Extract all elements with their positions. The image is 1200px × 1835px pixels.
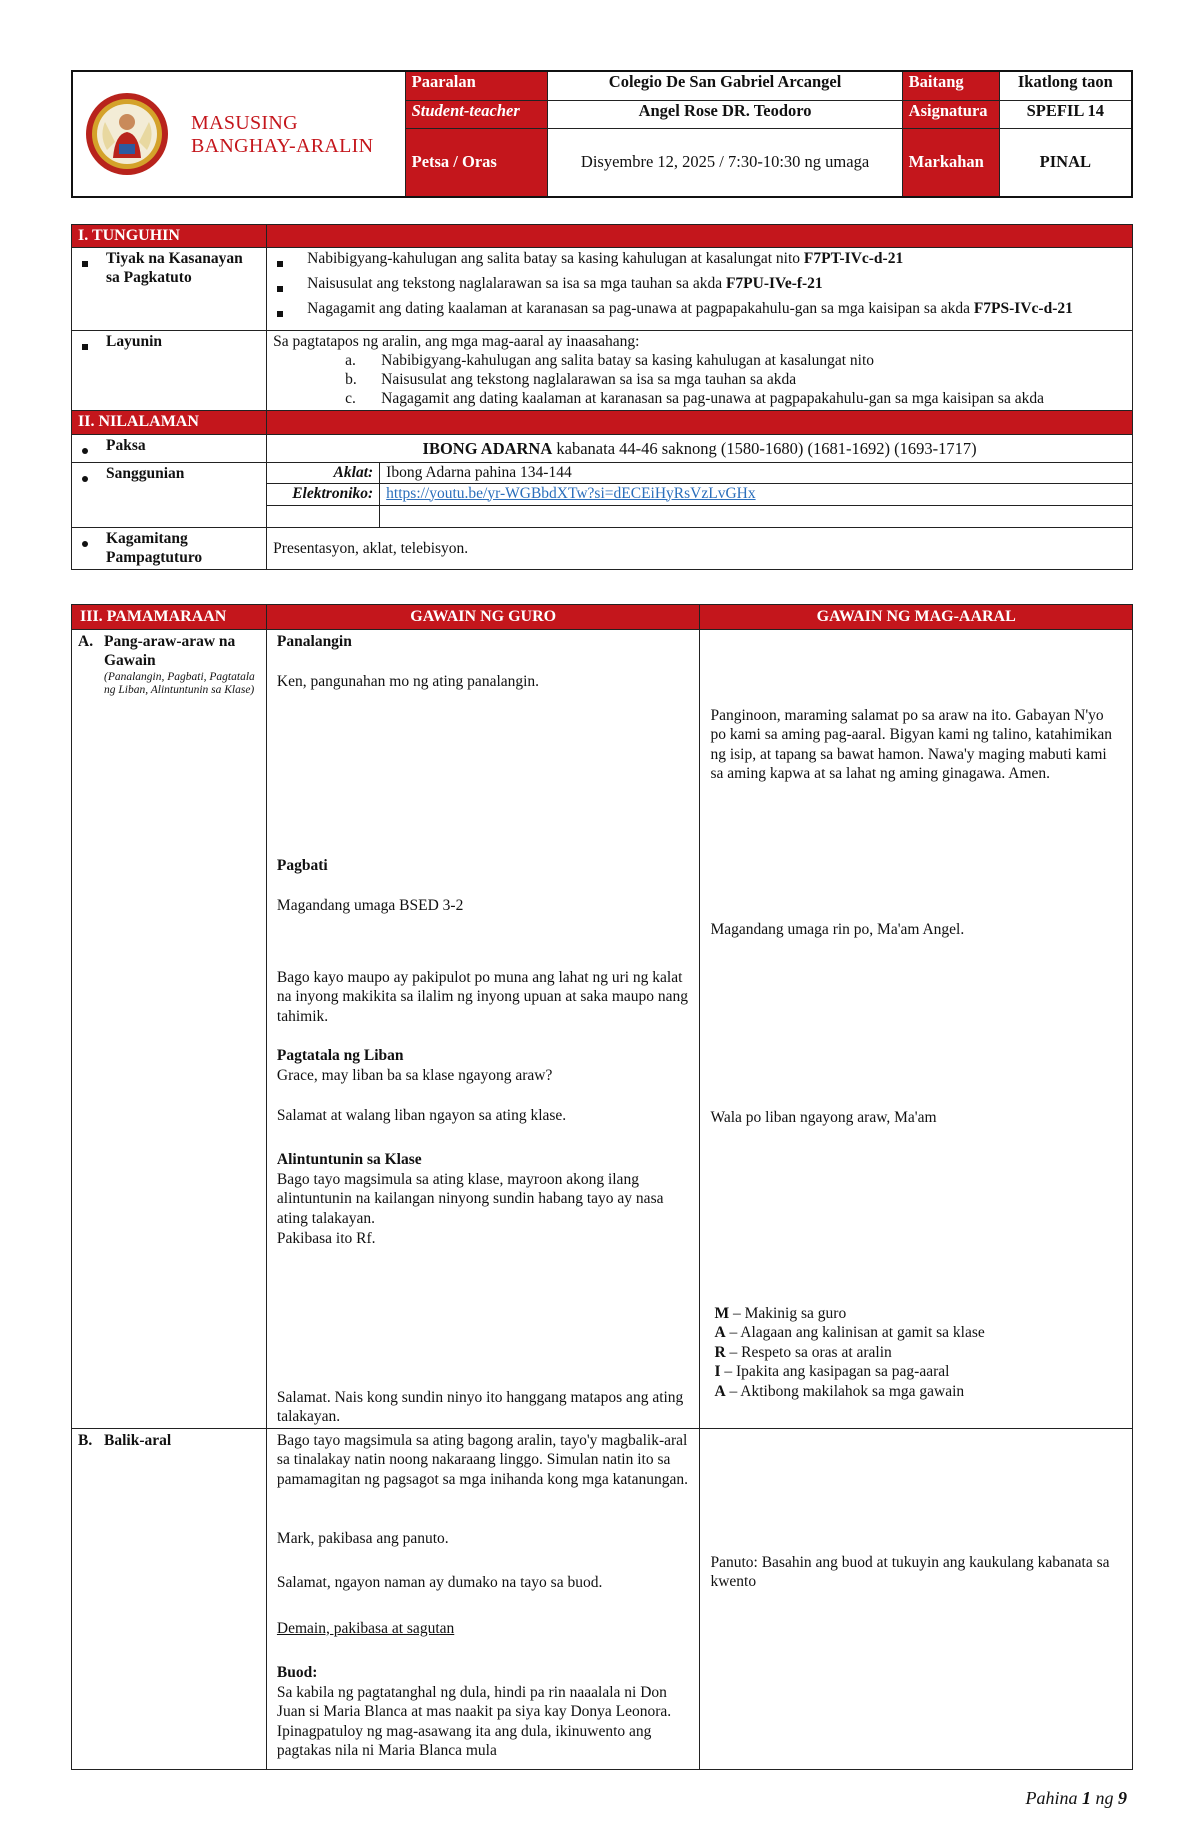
tunguhin-heading: I. TUNGUHIN [72,225,267,248]
section-b-label-cell [72,1428,267,1769]
school-seal-icon [85,92,169,176]
tiyak-item-text: Nagagamit ang dating kaalaman at karanasan sa pag-unawa at pagpapakahulu-gan sa mga kaisipan sa akda [307,300,974,317]
markahan-label: Markahan [902,128,999,197]
tiyak-item-text: Naisusulat ang tekstong naglalarawan sa isa sa mga tauhan sa akda [307,275,726,292]
petsa-value: Disyembre 12, 2025 / 7:30-10:30 ng umaga [548,128,902,197]
layunin-text: Naisusulat ang tekstong naglalarawan sa isa sa mga tauhan sa akda [381,371,797,388]
tiyak-item [273,299,1126,324]
panuto-student-text: Panuto: Basahin ang buod at tukuyin ang kaukulang kabanata sa kwento [710,1553,1110,1590]
rule-text: – Alagaan ang kalinisan at gamit sa klase [725,1324,985,1341]
pagbati-heading: Pagbati [276,856,328,874]
layunin-key: c. [345,390,356,407]
tiyak-label-cell [72,248,267,331]
sanggunian-table [267,463,1132,527]
baitang-label: Baitang [902,71,999,100]
elektroniko-link[interactable] [380,483,1132,505]
kagamitan-value: Presentasyon, aklat, telebisyon. [267,528,1133,570]
rule-letter: I [714,1363,721,1380]
paksa-value [267,435,1133,463]
balik-aral-pakibasa: Demain, pakibasa at sagutan [276,1619,455,1637]
section-b-label: Balik-aral [104,1431,172,1449]
square-bullet-icon [277,311,283,317]
paksa-rest: kabanata 44-46 saknong (1580-1680) (1681-1692) (1693-1717) [552,439,977,458]
total-pages: 9 [1118,1788,1127,1808]
competency-code: F7PT-IVc-d-21 [803,250,904,267]
baitang-value: Ikatlong taon [999,71,1132,100]
rule-item [714,1323,1118,1343]
rule-letter: M [714,1304,730,1322]
kagamitan-label-cell [72,528,267,570]
paksa-label-cell [72,435,267,463]
layunin-cell [267,331,1133,411]
pakibasa-text: Pakibasa ito Rf. [276,1229,376,1247]
elektroniko-label: Elektroniko: [267,483,380,505]
panalangin-student-text: Panginoon, maraming salamat po sa araw na ito. Gabayan N'yo po kami sa aming pag-aaral. Bigyan kami ng talino, katahimikan ng isip, at tapang sa bawat hamon. Nawa'y maging mabuti kami sa aming kapwa at sa lahat ng aming ginagawa. Amen. [710,706,1113,782]
pamamaraan-heading: III. PAMAMARAAN [72,605,267,630]
nilalaman-heading-fill [267,411,1133,435]
current-page: 1 [1082,1788,1091,1808]
liban-teacher-text: Grace, may liban ba sa klase ngayong araw? [276,1066,553,1084]
mag-aaral-column-heading: GAWAIN NG MAG-AARAL [700,605,1133,630]
section-a-label-cell [72,629,267,1428]
nilalaman-heading: II. NILALAMAN [72,411,267,435]
document-title-line2: BANGHAY-ARALIN [191,135,374,157]
logo-cell [72,71,405,197]
rule-item [714,1382,1118,1402]
layunin-text: Nabibigyang-kahulugan ang salita batay sa kasing kahulugan at kasalungat nito [381,352,875,369]
section-a-subtitle: (Panalangin, Pagbati, Pagtatala ng Liban, Alintuntunin sa Klase) [104,670,255,696]
sanggunian-cell [267,463,1133,528]
paksa-title: IBONG ADARNA [422,439,553,458]
document-title-line1: MASUSING [191,112,298,134]
layunin-intro: Sa pagtatapos ng aralin, ang mga mag-aaral ay inaasahang: [273,333,640,350]
page-prefix: Pahina [1025,1788,1082,1808]
buod-heading: Buod: [276,1663,318,1681]
salamat-text: Salamat at walang liban ngayon sa ating klase. [276,1106,567,1124]
rule-text: – Respeto sa oras at aralin [725,1343,892,1361]
tunguhin-heading-fill [267,225,1133,248]
student-teacher-value: Angel Rose DR. Teodoro [548,100,902,128]
mag-aaral-a-cell [700,629,1133,1428]
competency-code: F7PS-IVc-d-21 [973,300,1073,317]
salamat-sundin-text: Salamat. Nais kong sundin ninyo ito hanggang matapos ang ating talakayan. [276,1388,684,1425]
round-bullet-icon [82,541,88,547]
square-bullet-icon [277,261,283,267]
asignatura-value: SPEFIL 14 [999,100,1132,128]
kagamitan-label: Kagamitang Pampagtuturo [106,530,203,566]
layunin-item [345,389,1126,408]
section-b-key: B. [78,1431,93,1449]
buod-text: Sa kabila ng pagtatanghal ng dula, hindi pa rin naaalala ni Don Juan si Maria Blanca at mas naakit pa siya kay Donya Leonora. Ipinagpatuloy ng mag-asawang ita ang dula, ikinuwento ang pagtakas nila ni Maria Blanca mula [276,1683,672,1759]
alintuntunin-heading: Alintuntunin sa Klase [276,1150,422,1168]
page-mid: ng [1091,1788,1118,1808]
tiyak-items-cell [267,248,1133,331]
square-bullet-icon [82,261,88,267]
elektroniko-url[interactable]: https://youtu.be/yr-WGBbdXTw?si=dECEiHyRsVzLvGHx [386,484,756,502]
competency-code: F7PU-IVe-f-21 [725,275,823,292]
pagbati-student-text: Magandang umaga rin po, Ma'am Angel. [710,920,965,938]
panalangin-heading: Panalangin [276,632,352,650]
layunin-key: a. [345,352,356,369]
tiyak-item [273,249,1126,274]
round-bullet-icon [82,476,88,482]
rule-item [714,1362,1118,1382]
document-title [191,112,373,158]
square-bullet-icon [277,286,283,292]
balik-aral-buod-intro: Salamat, ngayon naman ay dumako na tayo sa buod. [276,1573,603,1591]
round-bullet-icon [82,448,88,454]
rule-letter: A [714,1324,726,1341]
alintuntunin-text: Bago tayo magsimula sa ating klase, mayroon akong ilang alintuntunin na kailangan ninyong sundin habang tayo ay nasa ating talakayan. [276,1170,664,1227]
layunin-label: Layunin [106,333,163,350]
asignatura-label: Asignatura [902,100,999,128]
aklat-value: Ibong Adarna pahina 134-144 [380,463,1132,483]
paaralan-label: Paaralan [405,71,548,100]
student-teacher-label: Student-teacher [405,100,548,128]
petsa-label: Petsa / Oras [405,128,548,197]
rule-text: – Ipakita ang kasipagan sa pag-aaral [720,1363,950,1380]
header-table [71,70,1133,198]
layunin-key: b. [345,371,357,388]
sanggunian-label-cell [72,463,267,528]
tunguhin-nilalaman-table [71,224,1133,570]
aklat-label: Aklat: [267,463,380,483]
rule-item [714,1343,1118,1363]
maria-rules-list [700,1304,1132,1402]
paaralan-value: Colegio De San Gabriel Arcangel [548,71,902,100]
layunin-text: Nagagamit ang dating kaalaman at karanasan sa pag-unawa at pagpapakahulu-gan sa mga kaisipan sa akda [381,390,1044,407]
layunin-label-cell [72,331,267,411]
rule-item [714,1304,1118,1324]
balik-aral-intro: Bago tayo magsimula sa ating bagong aralin, tayo'y magbalik-aral sa tinalakay natin noong nakaraang linggo. Simulan natin ito sa pamamagitan ng pagsagot sa mga inihanda kong mga katanungan. [276,1431,688,1488]
bago-maupo-text: Bago kayo maupo ay pakipulot po muna ang lahat ng uri ng kalat na inyong makikita sa ilalim ng inyong upuan at saka maupo nang tahimik. [276,968,689,1025]
tiyak-item-text: Nabibigyang-kahulugan ang salita batay sa kasing kahulugan at kasalungat nito [307,250,804,267]
liban-heading: Pagtatala ng Liban [276,1046,404,1064]
pagbati-teacher-text: Magandang umaga BSED 3-2 [276,896,464,914]
tiyak-item [273,274,1126,299]
liban-student-text: Wala po liban ngayong araw, Ma'am [710,1108,937,1126]
section-a-key: A. [78,632,94,650]
rule-letter: A [714,1382,726,1400]
section-a-label: Pang-araw-araw na Gawain [104,632,236,669]
guro-column-heading: GAWAIN NG GURO [266,605,700,630]
square-bullet-icon [82,344,88,350]
pamamaraan-table [71,604,1133,1770]
blank-cell [267,505,380,527]
balik-aral-panuto-request: Mark, pakibasa ang panuto. [276,1529,449,1547]
rule-letter: R [714,1343,726,1361]
guro-a-cell [266,629,700,1428]
paksa-label: Paksa [106,437,146,454]
sanggunian-label: Sanggunian [106,465,185,482]
rule-text: – Makinig sa guro [729,1304,847,1322]
blank-cell [380,505,1132,527]
guro-b-cell [266,1428,700,1769]
panalangin-teacher-text: Ken, pangunahan mo ng ating panalangin. [276,672,540,690]
markahan-value: PINAL [999,128,1132,197]
tiyak-label: Tiyak na Kasanayan sa Pagkatuto [106,250,243,286]
page-number [1026,1788,1128,1809]
layunin-item [345,370,1126,389]
mag-aaral-b-cell [700,1428,1133,1769]
layunin-item [345,351,1126,370]
rule-text: – Aktibong makilahok sa mga gawain [725,1382,965,1400]
